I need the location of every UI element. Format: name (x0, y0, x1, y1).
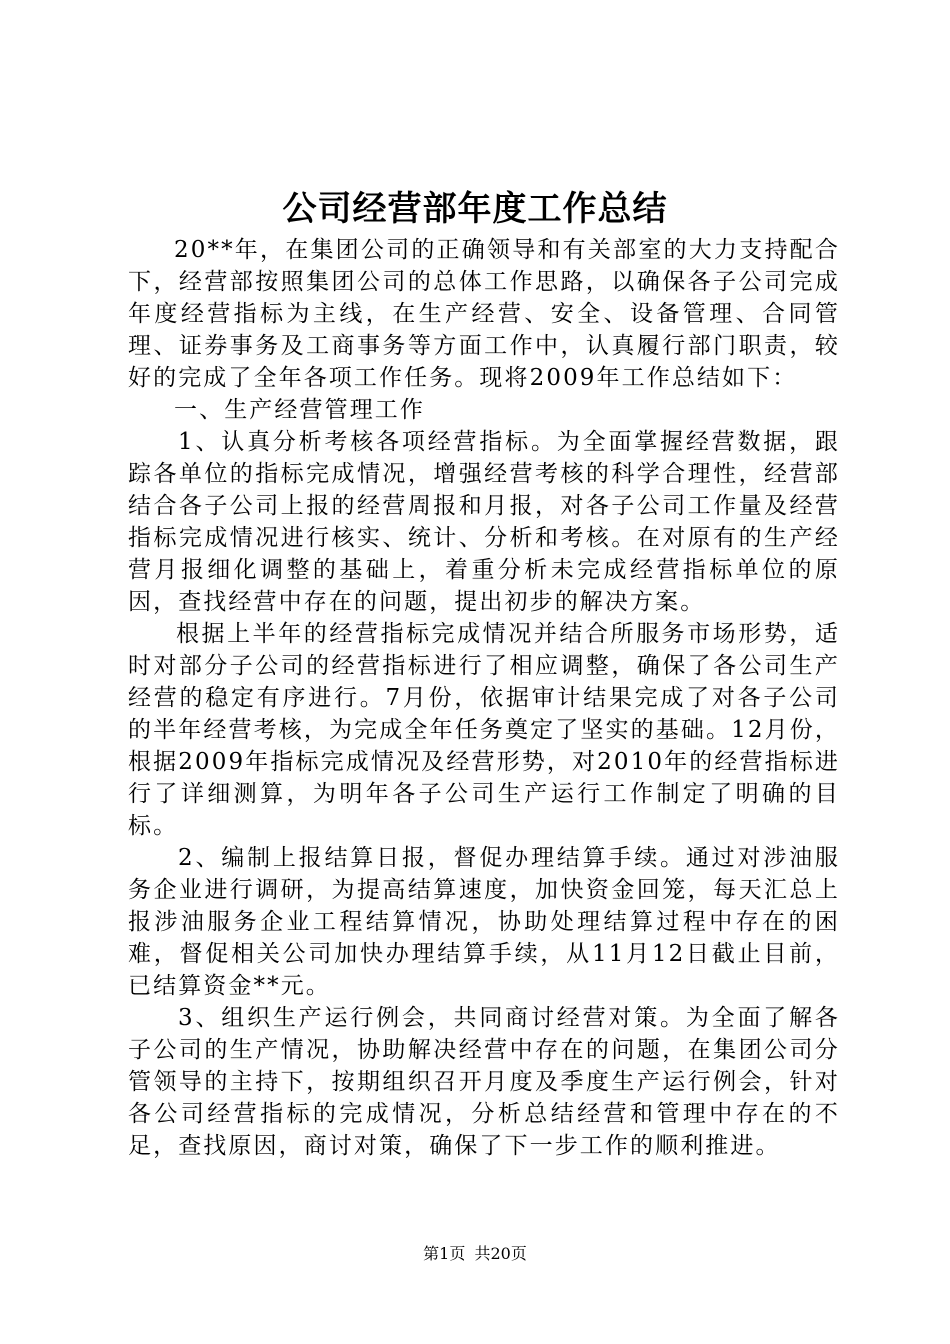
section-heading: 一、生产经营管理工作 (174, 397, 425, 423)
page-footer (0, 1242, 950, 1266)
page-number: 第1页 (423, 1244, 466, 1263)
intro-paragraph: 20**年，在集团公司的正确领导和有关部室的大力支持配合下，经营部按照集团公司的总体工作思路，以确保各子公司完成年度经营指标为主线，在生产经营、安全、设备管理、合同管理、证券事务及工商事务等方面工作中，认真履行部门职责，较好的完成了全年各项工作任务。现将2009年工作总结如下： (128, 237, 840, 391)
paragraph-item-3: 3、组织生产运行例会，共同商讨经营对策。为全面了解各子公司的生产情况，协助解决经营中存在的问题，在集团公司分管领导的主持下，按期组织召开月度及季度生产运行例会，针对各公司经营指标的完成情况，分析总结经营和管理中存在的不足，查找原因，商讨对策，确保了下一步工作的顺利推进。 (128, 1005, 840, 1159)
document-body (128, 234, 840, 1162)
page-total: 共20页 (474, 1244, 527, 1263)
paragraph-adjustment: 根据上半年的经营指标完成情况并结合所服务市场形势，适时对部分子公司的经营指标进行了相应调整，确保了各公司生产经营的稳定有序进行。7月份，依据审计结果完成了对各子公司的半年经营考核，为完成全年任务奠定了坚实的基础。12月份，根据2009年指标完成情况及经营形势，对2010年的经营指标进行了详细测算，为明年各子公司生产运行工作制定了明确的目标。 (128, 621, 840, 839)
document-title: 公司经营部年度工作总结 (282, 189, 668, 229)
paragraph-item-2: 2、编制上报结算日报，督促办理结算手续。通过对涉油服务企业进行调研，为提高结算速度，加快资金回笼，每天汇总上报涉油服务企业工程结算情况，协助处理结算过程中存在的困难，督促相关公司加快办理结算手续，从11月12日截止目前，已结算资金**元。 (128, 845, 840, 999)
paragraph-item-1: 1、认真分析考核各项经营指标。为全面掌握经营数据，跟踪各单位的指标完成情况，增强经营考核的科学合理性，经营部结合各子公司上报的经营周报和月报，对各子公司工作量及经营指标完成情况进行核实、统计、分析和考核。在对原有的生产经营月报细化调整的基础上，着重分析未完成经营指标单位的原因，查找经营中存在的问题，提出初步的解决方案。 (128, 429, 840, 615)
